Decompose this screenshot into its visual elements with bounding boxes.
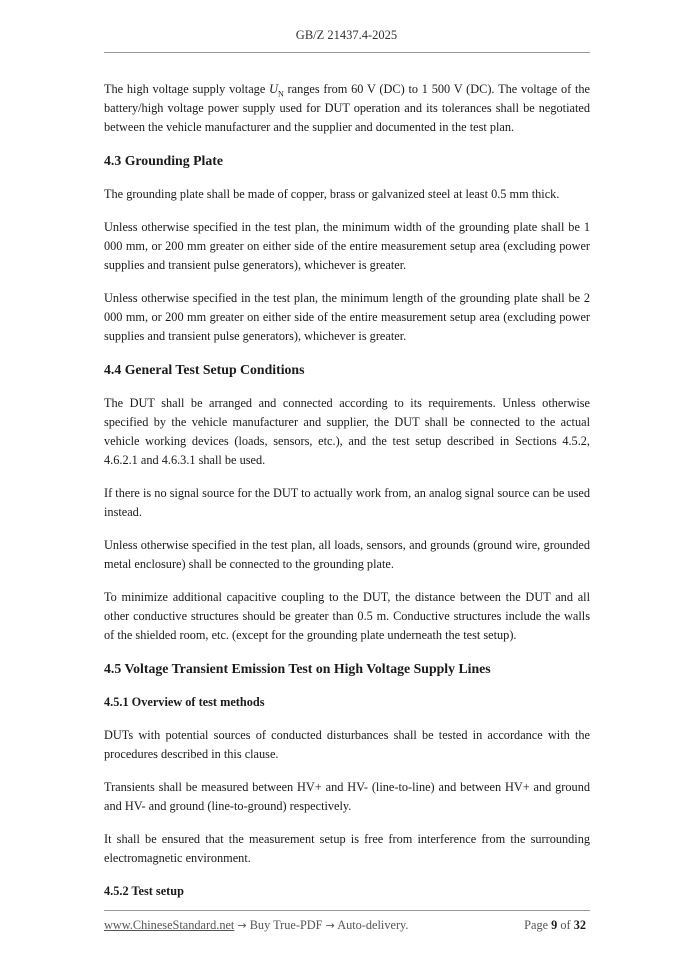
document-body (104, 80, 590, 915)
buy-pdf-text: Buy True-PDF (249, 918, 323, 932)
auto-delivery-text: Auto-delivery. (337, 918, 409, 932)
section-heading-4-4: 4.4 General Test Setup Conditions (104, 362, 305, 377)
of-label: of (560, 918, 571, 932)
section-heading-4-5: 4.5 Voltage Transient Emission Test on High Voltage Supply Lines (104, 661, 491, 676)
paragraph: The grounding plate shall be made of copper, brass or galvanized steel at least 0.5 mm thick. (104, 187, 560, 201)
intro-rest: ranges from 60 V (DC) to 1 500 V (DC). The voltage of the battery/high voltage power supply used for DUT operation and its tolerances shall be negotiated between the vehicle manufacturer and the supplier and documented in the test plan. (104, 82, 590, 134)
paragraph: The DUT shall be arranged and connected according to its requirements. Unless otherwise specified by the vehicle manufacturer and supplier, the DUT shall be connected to the actual vehicle working devices (loads, sensors, etc.), and the test setup described in Sections 4.5.2, 4.6.2.1 and 4.6.3.1 shall be used. (104, 396, 590, 467)
arrow-right-icon: → (325, 919, 335, 932)
page-label: Page (524, 918, 549, 932)
paragraph: Unless otherwise specified in the test plan, the minimum length of the grounding plate shall be 2 000 mm, or 200 mm greater on either side of the entire measurement setup area (excluding power supplies and transient pulse generators), whichever is greater. (104, 291, 590, 343)
subsection-heading-4-5-2: 4.5.2 Test setup (104, 884, 184, 898)
voltage-subscript: N (277, 89, 284, 99)
page-number: 9 (551, 918, 558, 932)
paragraph: Transients shall be measured between HV+ and HV- (line-to-line) and between HV+ and ground and HV- and ground (line-to-ground) respectively. (104, 780, 590, 813)
paragraph: If there is no signal source for the DUT to actually work from, an analog signal source can be used instead. (104, 486, 590, 519)
footer-divider (104, 910, 590, 911)
page-indicator (524, 918, 586, 933)
site-link[interactable]: www.ChineseStandard.net (104, 918, 235, 932)
page-header: GB/Z 21437.4-2025 (295, 28, 398, 42)
voltage-symbol: U (269, 82, 278, 96)
subsection-heading-4-5-1: 4.5.1 Overview of test methods (104, 695, 265, 709)
paragraph: Unless otherwise specified in the test plan, the minimum width of the grounding plate shall be 1 000 mm, or 200 mm greater on either side of the entire measurement setup area (excluding power supplies and transient pulse generators), whichever is greater. (104, 220, 590, 272)
paragraph: Unless otherwise specified in the test plan, all loads, sensors, and grounds (ground wire, grounded metal enclosure) shall be connected to the grounding plate. (104, 538, 590, 571)
paragraph: DUTs with potential sources of conducted disturbances shall be tested in accordance with the procedures described in this clause. (104, 728, 590, 761)
paragraph: It shall be ensured that the measurement setup is free from interference from the surrounding electromagnetic environment. (104, 832, 590, 865)
intro-paragraph (104, 80, 590, 137)
page-total: 32 (573, 918, 586, 932)
header-divider (104, 52, 590, 53)
intro-prefix: The high voltage supply voltage (104, 82, 270, 96)
arrow-right-icon: → (237, 919, 247, 932)
footer-links (104, 918, 408, 933)
paragraph: To minimize additional capacitive coupling to the DUT, the distance between the DUT and all other conductive structures should be greater than 0.5 m. Conductive structures include the walls of the shielded room, etc. (except for the grounding plate underneath the test setup). (104, 590, 590, 642)
section-heading-4-3: 4.3 Grounding Plate (104, 153, 223, 168)
